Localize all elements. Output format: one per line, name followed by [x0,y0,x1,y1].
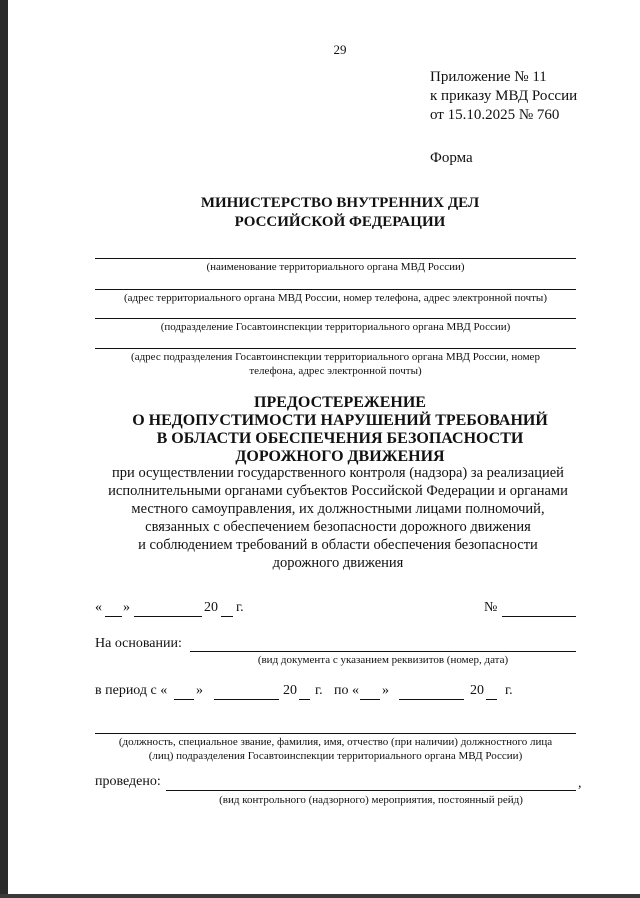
period-start-g: г. [315,683,323,698]
basis-caption: (вид документа с указанием реквизитов (номер, дата) [257,654,509,666]
conducted-label: проведено: [95,774,161,789]
official-caption-1: (должность, специальное звание, фамилия, имя, отчество (при наличии) должностного лица [118,736,553,748]
title-line-4: ДОРОЖНОГО ДВИЖЕНИЯ [235,448,445,465]
ministry-line-1: МИНИСТЕРСТВО ВНУТРЕННИХ ДЕЛ [200,195,480,211]
subtitle-line-6: дорожного движения [272,555,404,571]
appendix-line-2: к приказу МВД России [430,88,578,104]
territorial-address-line[interactable] [95,289,576,290]
period-end-close-quote: » [382,683,389,698]
gai-division-caption: (подразделение Госавтоинспекции территориального органа МВД России) [160,321,511,333]
gai-address-caption-2: телефона, адрес электронной почты) [249,365,422,377]
conducted-caption: (вид контрольного (надзорного) мероприятия, постоянный рейд) [219,794,523,806]
form-label: Форма [430,150,473,166]
official-caption-2: (лиц) подразделения Госавтоинспекции территориального органа МВД России) [148,750,523,762]
title-line-1: ПРЕДОСТЕРЕЖЕНИЕ [254,394,426,411]
subtitle-line-2: исполнительными органами субъектов Российской Федерации и органами [108,483,568,499]
official-line[interactable] [95,733,576,734]
appendix-line-1: Приложение № 11 [430,69,547,85]
date-year-prefix: 20 [204,600,218,615]
period-end-g: г. [505,683,513,698]
conducted-field[interactable] [166,790,576,791]
period-end-month-field[interactable] [399,699,464,700]
period-start-year-field[interactable] [299,699,310,700]
conducted-comma: , [578,776,582,791]
period-start-close-quote: » [196,683,203,698]
gai-division-line[interactable] [95,318,576,319]
period-end-year-prefix: 20 [470,683,484,698]
period-end-year-field[interactable] [486,699,497,700]
ministry-line-2: РОССИЙСКОЙ ФЕДЕРАЦИИ [234,214,446,230]
appendix-block [430,68,577,125]
period-start-year-prefix: 20 [283,683,297,698]
document-number-field[interactable] [502,616,576,617]
subtitle-line-3: местного самоуправления, их должностными лицами полномочий, [131,501,545,517]
subtitle-line-5: и соблюдением требований в области обеспечения безопасности [138,537,538,553]
date-year-suffix: г. [236,600,244,615]
basis-field[interactable] [190,651,576,652]
document-subtitle [70,464,606,572]
period-label: в период с « [95,683,168,698]
date-year-field[interactable] [221,616,233,617]
date-month-field[interactable] [134,616,202,617]
number-sign: № [484,600,498,615]
subtitle-line-4: связанных с обеспечением безопасности дорожного движения [145,519,531,535]
scan-edge-bottom [0,894,640,898]
gai-address-caption-1: (адрес подразделения Госавтоинспекции территориального органа МВД России, номер [131,351,540,363]
period-end-day-field[interactable] [360,699,380,700]
document-title [0,394,640,466]
date-day-field[interactable] [105,616,122,617]
period-to-label: по « [334,683,359,698]
appendix-line-3: от 15.10.2025 № 760 [430,107,560,123]
page-number: 29 [333,42,347,57]
title-line-2: О НЕДОПУСТИМОСТИ НАРУШЕНИЙ ТРЕБОВАНИЙ [132,412,548,429]
gai-address-line[interactable] [95,348,576,349]
territorial-address-caption: (адрес территориального органа МВД России, номер телефона, адрес электронной почты) [123,292,547,304]
period-start-day-field[interactable] [174,699,194,700]
basis-label: На основании: [95,636,182,651]
ministry-heading [0,194,640,232]
territorial-body-line[interactable] [95,258,576,259]
territorial-body-caption: (наименование территориального органа МВД России) [206,261,465,273]
title-line-3: В ОБЛАСТИ ОБЕСПЕЧЕНИЯ БЕЗОПАСНОСТИ [156,430,524,447]
date-close-quote: » [123,600,130,615]
period-start-month-field[interactable] [214,699,279,700]
subtitle-line-1: при осуществлении государственного контроля (надзора) за реализацией [112,465,564,481]
date-open-quote: « [95,600,102,615]
